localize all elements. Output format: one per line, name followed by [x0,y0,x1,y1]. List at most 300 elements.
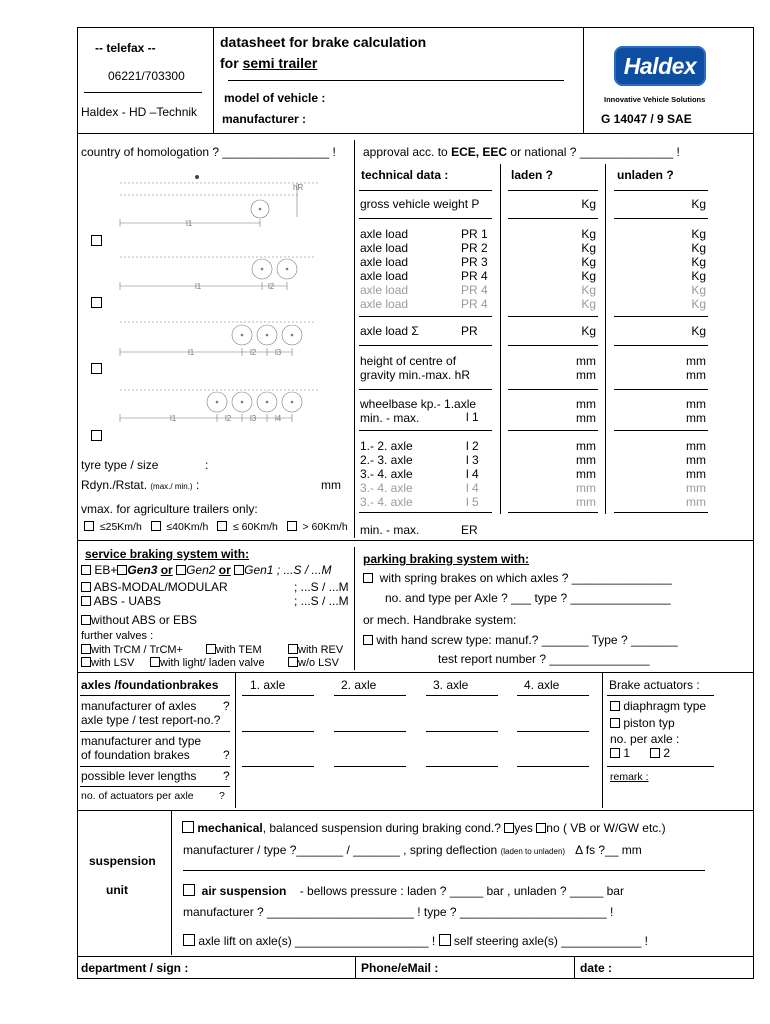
sum-laden-unit: Kg [581,324,596,338]
or-label: or [218,563,231,577]
axle-load-label: axle load [360,297,409,311]
axle-load-label: axle load [360,255,409,269]
mm-unit: mm [576,467,596,481]
light-laden-option [150,657,265,670]
mid-divider-2 [354,547,355,670]
header-divider-2 [583,27,584,133]
abs-uabs-sm: ; ...S / ...M [294,594,349,608]
mm-unit: mm [686,397,706,411]
mm-unit: mm [576,411,596,425]
rev-label: with REV [298,644,344,656]
rdyn-unit: mm [321,478,341,492]
axle-load-label: axle load [360,227,409,241]
kg-unit: Kg [691,269,706,283]
air-bold: air suspension [201,884,287,898]
wb-line2: min. - max. [360,411,420,425]
kg-unit: Kg [691,227,706,241]
model-of-vehicle-label: model of vehicle : [224,91,326,105]
vmax-60-label: ≤ 60Km/h [232,521,278,533]
spacing-code: l 4 [466,467,479,481]
piston-row [610,717,675,731]
gvw-laden-unit: Kg [581,197,596,211]
tyre-size-colon: : [205,458,209,472]
manufacturer-of-axles: manufacturer of axles [81,699,197,713]
rule [607,695,714,696]
vmax-over60-label: > 60Km/h [302,521,348,533]
abs-uabs-row [81,595,161,609]
axle-col-1: 1. axle [250,678,286,692]
label-l2: l2 [225,414,232,423]
suspension-col-divider [171,810,172,955]
rule [614,430,708,431]
axle-load-code: PR 4 [461,297,488,311]
rule [614,389,708,390]
mm-unit: mm [576,495,596,509]
date-field[interactable]: date : [580,961,613,975]
rule [242,766,314,767]
approval-suffix: or national ? ______________ ! [507,145,680,159]
spacing-label: 1.- 2. axle [360,439,413,453]
wo-lsv-label: w/o LSV [298,657,339,669]
cog-laden-units [560,354,596,382]
gen2-label: Gen2 [186,563,216,577]
self-steering-label: self steering axle(s) ____________ ! [453,934,649,948]
diaphragm-label: diaphragm type [623,699,707,713]
spring-brakes-checkbox[interactable] [363,573,373,583]
kg-unit: Kg [581,269,596,283]
piston-checkbox[interactable] [610,718,620,728]
manufacturer-label: manufacturer : [222,112,307,126]
spacing-label: 3.- 4. axle [360,481,413,495]
axle-configuration-diagram [80,165,352,445]
kingpin-mark [195,175,199,179]
mm-unit: mm [686,354,706,368]
diaphragm-checkbox[interactable] [610,701,620,711]
kg-unit: Kg [691,255,706,269]
axle-spacing-codes [466,439,479,509]
axle-col-4: 4. axle [524,678,560,692]
no-checkbox[interactable] [536,823,546,833]
spring-brakes-label: with spring brakes on which axles ? _______________ [379,571,672,585]
col-rule-a [500,164,501,514]
label-hr: hR [293,183,304,192]
telefax-label: -- telefax -- [95,41,156,55]
gen1-checkbox[interactable] [234,565,244,575]
delta-fs: Δ fs ?__ mm [575,843,642,857]
axle-load-label: axle load [360,241,409,255]
mm-unit: mm [686,368,706,382]
of-foundation-brakes: of foundation brakes [81,748,190,762]
light-laden-checkbox[interactable] [150,657,160,667]
abs-modal-checkbox[interactable] [81,582,91,592]
footer-divider-1 [355,956,356,978]
rev-option [288,644,343,657]
mm-unit: mm [686,453,706,467]
q-mark: ? [223,699,230,713]
col-rule-b [605,164,606,514]
mechanical-checkbox[interactable] [182,821,194,833]
mfr-type-row[interactable] [183,844,642,858]
remark-label: remark : [610,771,649,783]
label-l3: l3 [275,348,282,357]
unladen-header: unladen ? [617,168,674,182]
axle-load-sum-label: axle load Σ [360,324,419,338]
approval-field[interactable] [363,146,680,160]
company-name: Haldex - HD –Technik [81,105,198,119]
rule [80,766,230,767]
or-label: or [160,563,173,577]
header-phone-rule [84,92,202,93]
lsv-option [81,657,134,670]
abs-uabs-checkbox[interactable] [81,596,91,606]
label-l1: l1 [188,348,195,357]
spacing-unladen-units [670,439,706,509]
rule [508,389,598,390]
further-valves-label: further valves : [81,630,154,642]
vmax-25-checkbox[interactable] [84,521,94,531]
mm-unit: mm [576,368,596,382]
diaphragm-row [610,700,706,714]
suspension-unit: unit [106,883,128,897]
brake-actuators-title: Brake actuators : [609,678,700,692]
mfr-type-text: manufacturer / type ?_______ / _______ , spring deflection [183,843,498,857]
without-abs-row [81,614,197,628]
rule [517,695,589,696]
mechanical-rest: , balanced suspension during braking cond.? [262,821,501,835]
rule [426,731,498,732]
tyre-size-label: tyre type / size [81,458,159,472]
wb-laden-units [560,397,596,425]
mechanical-row [182,821,666,836]
kg-unit: Kg [581,255,596,269]
header-title-rule [228,80,564,81]
page-subtitle [220,55,317,71]
vmax-25-label: ≤25Km/h [99,521,142,533]
rule [359,430,492,431]
label-l1: l1 [195,282,202,291]
rule [614,190,708,191]
axle-lift-row [183,934,648,949]
yes-label: yes [514,821,533,835]
one-per-axle-checkbox[interactable] [610,748,620,758]
section-rule-2 [77,672,754,673]
footer-divider-2 [574,956,575,978]
mm-unit: mm [686,439,706,453]
gen3-checkbox[interactable] [117,565,127,575]
rule [334,695,406,696]
phone-email[interactable]: Phone/eMail : [361,961,439,975]
two-per-axle-checkbox[interactable] [650,748,660,758]
spring-brakes-row[interactable] [363,572,672,586]
section-rule-4 [77,956,754,957]
frame-right [753,27,754,979]
mechanical-bold: mechanical [197,821,263,835]
no-per-axle-label: no. per axle : [610,732,680,746]
country-of-homologation[interactable]: country of homologation ? ________________ ! [81,145,336,159]
er-minmax-label: min. - max. [360,523,420,537]
wb-line1: wheelbase kp.- 1.axle [360,397,477,411]
eb-row [81,564,332,578]
eb-checkbox[interactable] [81,565,91,575]
subtitle-prefix: for [220,55,239,71]
actuators-per-axle: no. of actuators per axle [81,790,194,802]
axle-spacing-labels [360,439,413,509]
mm-unit: mm [576,397,596,411]
q-mark: ? [219,790,225,802]
laden-header: laden ? [511,168,554,182]
cog-line2: gravity min.-max. hR [360,368,471,382]
abs-modal-row [81,581,228,595]
rule [426,695,498,696]
vmax-40-label: ≤40Km/h [166,521,209,533]
rule [508,316,598,317]
hand-screw-label: with hand screw type: manuf.? _______ Type ? _______ [376,633,678,647]
phone-number: 06221/703300 [108,69,185,83]
kg-unit: Kg [581,283,596,297]
lsv-checkbox[interactable] [81,657,91,667]
rdyn-small: (max./ min.) [150,482,193,491]
rule [242,695,314,696]
trcm-checkbox[interactable] [81,644,91,654]
four-axle-checkbox[interactable] [91,430,102,441]
actuator-col-divider [602,672,603,808]
without-abs-label: without ABS or EBS [91,613,198,627]
three-axle-checkbox[interactable] [91,363,102,374]
vmax-60-checkbox[interactable] [217,521,227,531]
vmax-over60-checkbox[interactable] [287,521,297,531]
axle-load-label: axle load [360,283,409,297]
frame-left [77,27,78,979]
light-laden-label: with light/ laden valve [160,657,265,669]
tagline: Innovative Vehicle Solutions [604,95,706,104]
label-l1: l1 [170,414,177,423]
vmax-options [84,521,348,533]
rule [359,512,492,513]
gen1-label: Gen1 [244,563,274,577]
gen2-checkbox[interactable] [176,565,186,575]
two-axle-checkbox[interactable] [91,297,102,308]
rule [359,218,492,219]
rule [359,345,492,346]
axle-load-codes [461,227,488,311]
mm-unit: mm [576,354,596,368]
mm-unit: mm [686,481,706,495]
no-type-per-axle[interactable]: no. and type per Axle ? ___ type ? _______________ [385,591,671,605]
technical-data-title: technical data : [361,168,449,182]
header-bottom [77,133,754,134]
valves-row-1 [81,644,183,657]
vmax-40-checkbox[interactable] [151,521,161,531]
mm-unit: mm [576,453,596,467]
rule [517,766,589,767]
tem-checkbox[interactable] [206,644,216,654]
label-l3: l3 [250,414,257,423]
kg-unit: Kg [581,227,596,241]
spacing-label: 2.- 3. axle [360,453,413,467]
tem-label: with TEM [216,644,262,656]
rule [508,430,598,431]
mm-unit: mm [576,481,596,495]
eb-sm: ; ...S / ...M [276,563,332,577]
air-suspension-row [183,884,624,899]
spacing-code: l 3 [466,453,479,467]
section-rule-3 [77,810,754,811]
spacing-code: l 4 [466,481,479,495]
label-l2: l2 [268,282,275,291]
air-suspension-checkbox[interactable] [183,884,195,896]
axle-load-code: PR 1 [461,227,488,241]
eb-prefix: EB+ [94,563,118,577]
sum-unladen-unit: Kg [691,324,706,338]
test-report-number[interactable]: test report number ? _______________ [438,652,650,666]
axles-foundation-title: axles /foundationbrakes [81,678,219,692]
mm-unit: mm [576,439,596,453]
suspension-title: suspension [89,854,156,868]
gen3-label: Gen3 [127,563,158,577]
possible-lever-lengths: possible lever lengths [81,769,197,783]
rdyn-colon: : [195,478,200,492]
mid-divider-top [354,140,355,538]
abs-modal-label: ABS-MODAL/MODULAR [93,580,228,594]
per-axle-options [610,747,670,761]
manufacturer-and-type: manufacturer and type [81,734,202,748]
wo-lsv-checkbox[interactable] [288,657,298,667]
rule [508,345,598,346]
rule [508,512,598,513]
spacing-laden-units [560,439,596,509]
approval-prefix: approval acc. to [363,145,452,159]
laden-small: (laden to unladen) [500,847,566,856]
vmax-label: vmax. for agriculture trailers only: [81,502,258,516]
axle-load-labels [360,227,408,311]
rule [426,766,498,767]
rule [517,731,589,732]
rule [242,731,314,732]
rule [614,316,708,317]
rule [614,512,708,513]
logo-text: Haldex [623,53,697,79]
rev-checkbox[interactable] [288,644,298,654]
label-l1: l1 [186,219,193,228]
rule [80,786,230,787]
kg-unit: Kg [581,297,596,311]
er-code: ER [461,523,478,537]
mm-unit: mm [686,495,706,509]
rdyn-label [81,479,199,493]
axle-col-3: 3. axle [433,678,469,692]
spacing-code: l 5 [466,495,479,509]
mech-handbrake-label: or mech. Handbrake system: [363,613,517,627]
trcm-label: with TrCM / TrCM+ [91,644,183,656]
manufacturer-type-line[interactable]: manufacturer ? ______________________ ! type ? ______________________ ! [183,905,614,919]
wheelbase-label [360,397,476,425]
spacing-label: 3.- 4. axle [360,495,413,509]
approval-bold: ECE, EEC [451,145,508,159]
air-rest: - bellows pressure : laden ? _____ bar , unladen ? _____ bar [299,884,624,898]
spacing-label: 3.- 4. axle [360,467,413,481]
haldex-logo [614,46,706,86]
cog-unladen-units [670,354,706,382]
axle-load-code: PR 4 [461,283,488,297]
kg-unit: Kg [581,241,596,255]
mm-unit: mm [686,467,706,481]
axle-lift-checkbox[interactable] [183,934,195,946]
axle-col-divider [235,672,236,808]
axle-load-unladen-units [670,227,706,311]
rdyn-text: Rdyn./Rstat. [81,478,148,492]
axle-col-2: 2. axle [341,678,377,692]
self-steering-checkbox[interactable] [439,934,451,946]
rule [508,190,598,191]
header-divider-1 [213,27,214,133]
rule [508,218,598,219]
axle-load-code: PR 2 [461,241,488,255]
service-braking-title: service braking system with: [85,547,250,561]
hand-screw-row[interactable] [363,634,678,648]
mm-unit: mm [686,411,706,425]
one-label: 1 [623,746,631,760]
spacing-code: l 2 [466,439,479,453]
q-mark: ? [223,769,230,783]
frame-bottom [77,978,754,979]
axle-type-report: axle type / test report-no.? [81,713,221,727]
kg-unit: Kg [691,297,706,311]
cog-label [360,354,470,382]
axle-load-code: PR 3 [461,255,488,269]
frame-top [77,27,754,28]
parking-braking-title: parking braking system with: [363,552,530,566]
piston-label: piston typ [623,716,675,730]
q-mark: ? [223,748,230,762]
rule [614,345,708,346]
label-l4: l4 [275,414,282,423]
rule [607,766,714,767]
department-sign[interactable]: department / sign : [81,961,189,975]
section-rule-1 [77,540,754,541]
gvw-label: gross vehicle weight P [360,197,480,211]
lsv-label: with LSV [91,657,135,669]
hand-screw-checkbox[interactable] [363,635,373,645]
yes-checkbox[interactable] [504,823,514,833]
axle-load-sum-code: PR [461,324,478,338]
axle-lift-label: axle lift on axle(s) ____________________ ! [198,934,436,948]
gvw-unladen-unit: Kg [691,197,706,211]
tem-option [206,644,262,657]
no-label: no ( VB or W/GW etc.) [546,821,666,835]
subtitle-emph: semi trailer [242,55,318,71]
axle-load-laden-units [560,227,596,311]
wb-code: l 1 [466,410,479,424]
abs-modal-sm: ; ...S / ...M [294,580,349,594]
rule [359,190,492,191]
rule [359,316,492,317]
axle-load-label: axle load [360,269,409,283]
two-label: 2 [663,746,671,760]
rule [334,766,406,767]
rule [80,695,230,696]
without-abs-checkbox[interactable] [81,615,91,625]
doc-code: G 14047 / 9 SAE [601,112,692,126]
rule [80,731,230,732]
cog-line1: height of centre of [360,354,457,368]
wo-lsv-option [288,657,339,670]
rule [359,389,492,390]
single-axle-checkbox[interactable] [91,235,102,246]
rule [334,731,406,732]
abs-uabs-label: ABS - UABS [93,594,162,608]
wb-unladen-units [670,397,706,425]
rule [614,218,708,219]
